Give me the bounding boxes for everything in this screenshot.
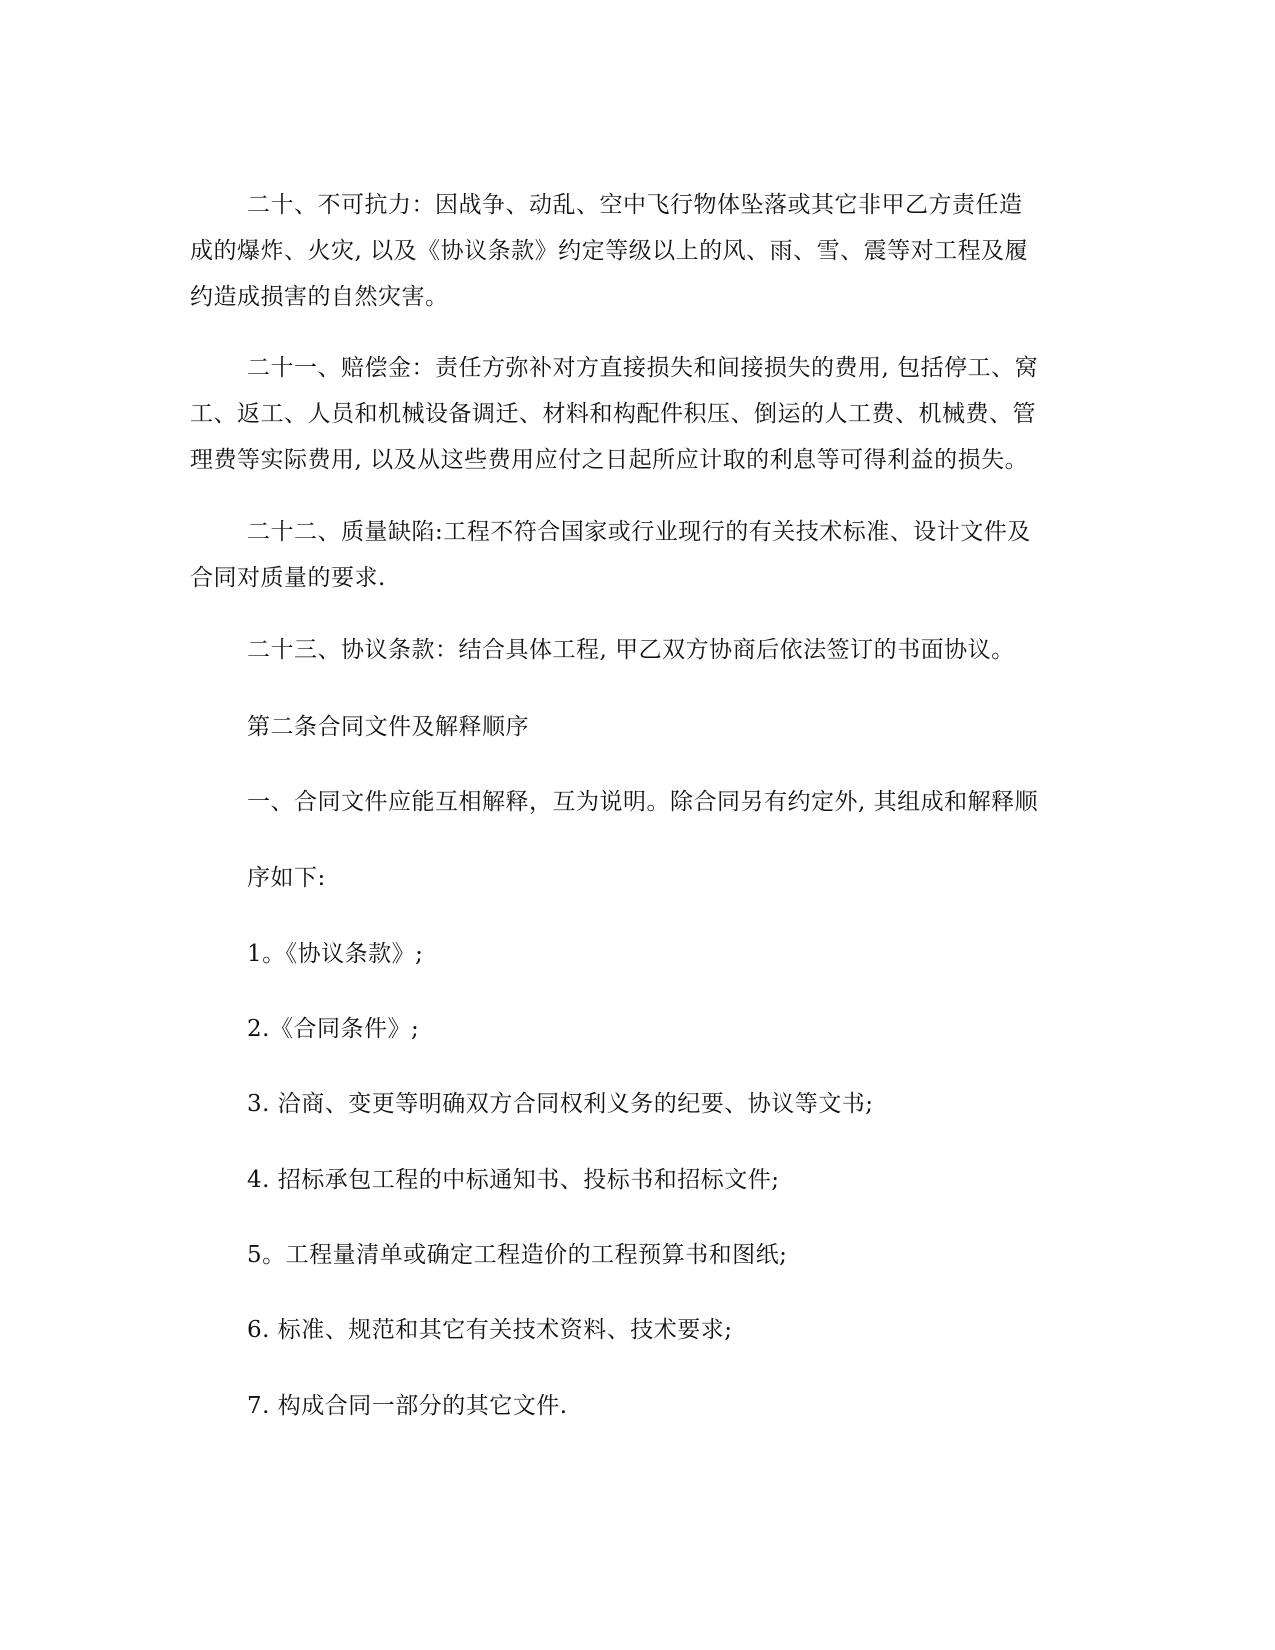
paragraph-line: 约造成损害的自然灾害。 [190, 284, 449, 310]
paragraph-line: 二十、不可抗力：因战争、动乱、空中飞行物体坠落或其它非甲乙方责任造 [247, 192, 1023, 218]
paragraph-line: 理费等实际费用, 以及从这些费用应付之日起所应计取的利息等可得利益的损失。 [190, 447, 1029, 473]
heading-text: 第二条合同文件及解释顺序 [247, 714, 529, 740]
list-item-text: 2.《合同条件》; [247, 1016, 420, 1042]
paragraph-line: 二十二、质量缺陷:工程不符合国家或行业现行的有关技术标准、设计文件及 [247, 519, 1031, 545]
list-item-text: 5。工程量清单或确定工程造价的工程预算书和图纸; [247, 1242, 788, 1268]
paragraph-line: 成的爆炸、火灾, 以及《协议条款》约定等级以上的风、雨、雪、震等对工程及履 [190, 238, 1029, 264]
list-item-text: 7. 构成合同一部分的其它文件. [247, 1393, 568, 1419]
paragraph-line: 二十一、赔偿金：责任方弥补对方直接损失和间接损失的费用, 包括停工、窝 [247, 355, 1039, 381]
paragraph-line: 二十三、协议条款：结合具体工程, 甲乙双方协商后依法签订的书面协议。 [247, 637, 1015, 663]
list-item-text: 1。《协议条款》; [247, 941, 424, 967]
paragraph-line: 工、返工、人员和机械设备调迁、材料和构配件积压、倒运的人工费、机械费、管 [190, 401, 1036, 427]
paragraph-line: 一、合同文件应能互相解释，互为说明。除合同另有约定外, 其组成和解释顺 [247, 789, 1039, 815]
list-item-text: 3. 洽商、变更等明确双方合同权利义务的纪要、协议等文书; [247, 1091, 874, 1117]
paragraph-line: 合同对质量的要求. [190, 565, 386, 591]
paragraph-line: 序如下: [247, 865, 326, 891]
list-item-text: 6. 标准、规范和其它有关技术资料、技术要求; [247, 1317, 733, 1343]
list-item-text: 4. 招标承包工程的中标通知书、投标书和招标文件; [247, 1167, 780, 1193]
